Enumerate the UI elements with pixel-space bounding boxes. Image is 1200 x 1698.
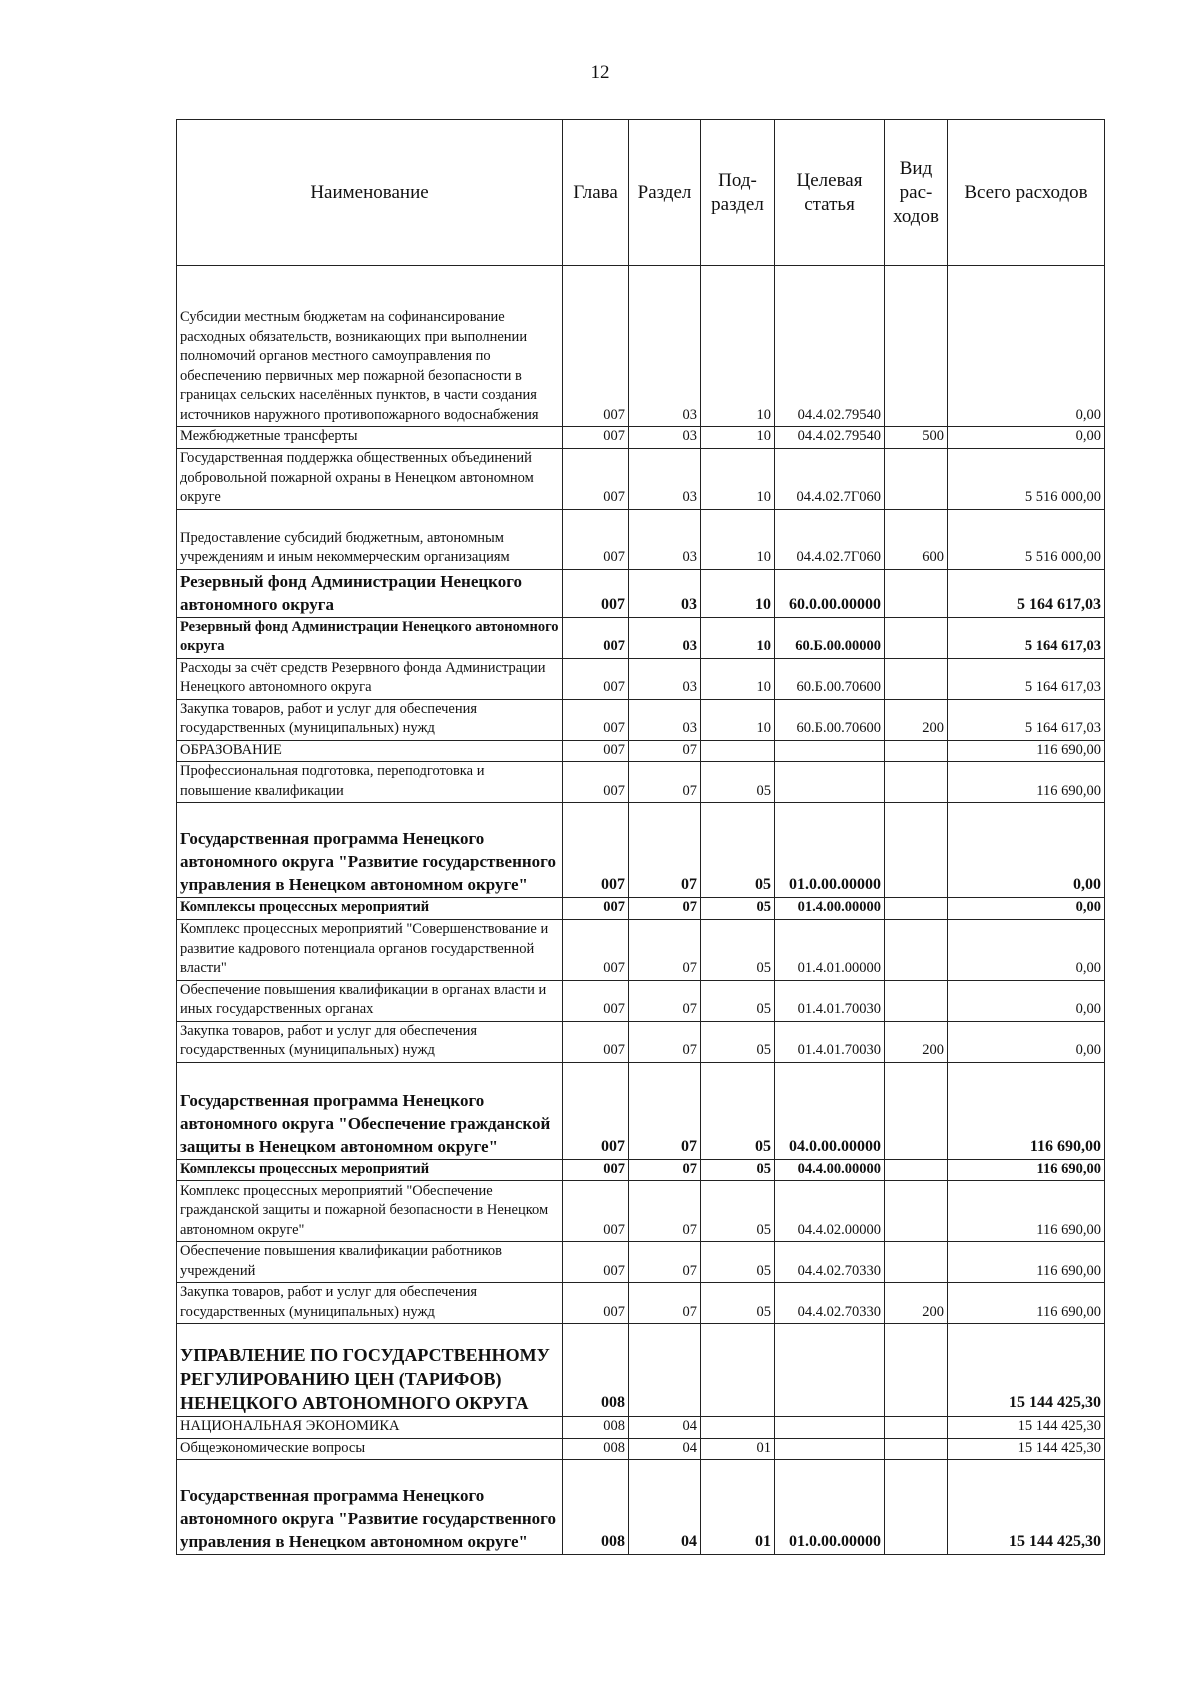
- row-glava: 007: [563, 1283, 629, 1324]
- row-glava: 007: [563, 266, 629, 427]
- row-glava: 008: [563, 1438, 629, 1460]
- row-total: 15 144 425,30: [948, 1438, 1105, 1460]
- row-statya: 04.4.02.79540: [775, 266, 885, 427]
- row-vid: [885, 1181, 948, 1242]
- row-total: 116 690,00: [948, 1062, 1105, 1159]
- header-statya: Целевая статья: [775, 120, 885, 266]
- row-statya: 01.4.01.70030: [775, 980, 885, 1021]
- table-row: [177, 699, 1105, 740]
- budget-table: [176, 119, 1105, 1555]
- table-row: [177, 740, 1105, 762]
- row-statya: 01.0.00.00000: [775, 1460, 885, 1555]
- row-statya: 04.4.02.79540: [775, 427, 885, 449]
- table-row: [177, 1242, 1105, 1283]
- row-razdel: 07: [629, 1283, 701, 1324]
- row-name: Общеэкономические вопросы: [177, 1438, 563, 1460]
- row-name: Комплекс процессных мероприятий "Совершенствование и развитие кадрового потенциала органов государственной власти": [177, 919, 563, 980]
- row-vid: [885, 1417, 948, 1439]
- row-name: Государственная поддержка общественных объединений добровольной пожарной охраны в Ненецком автономном округе: [177, 448, 563, 509]
- row-podrazdel: 10: [701, 509, 775, 569]
- row-razdel: 07: [629, 1159, 701, 1181]
- row-statya: 04.4.02.70330: [775, 1283, 885, 1324]
- row-statya: 01.4.01.00000: [775, 919, 885, 980]
- row-name: Комплекс процессных мероприятий "Обеспечение гражданской защиты и пожарной безопасности в Ненецком автономном округе": [177, 1181, 563, 1242]
- row-razdel: 07: [629, 1062, 701, 1159]
- row-razdel: 03: [629, 427, 701, 449]
- row-name: ОБРАЗОВАНИЕ: [177, 740, 563, 762]
- row-vid: [885, 569, 948, 617]
- row-total: 116 690,00: [948, 1181, 1105, 1242]
- row-podrazdel: [701, 740, 775, 762]
- row-podrazdel: 10: [701, 699, 775, 740]
- table-row: [177, 1438, 1105, 1460]
- table-row: [177, 448, 1105, 509]
- row-name: НАЦИОНАЛЬНАЯ ЭКОНОМИКА: [177, 1417, 563, 1439]
- row-podrazdel: 05: [701, 919, 775, 980]
- table-row: [177, 1460, 1105, 1555]
- row-name: Расходы за счёт средств Резервного фонда Администрации Ненецкого автономного округа: [177, 658, 563, 699]
- row-total: 5 516 000,00: [948, 448, 1105, 509]
- row-name: Обеспечение повышения квалификации в органах власти и иных государственных органах: [177, 980, 563, 1021]
- row-glava: 007: [563, 803, 629, 898]
- row-total: 116 690,00: [948, 740, 1105, 762]
- row-statya: 04.4.00.00000: [775, 1159, 885, 1181]
- row-podrazdel: 10: [701, 658, 775, 699]
- row-glava: 007: [563, 740, 629, 762]
- table-row: [177, 1283, 1105, 1324]
- row-podrazdel: 05: [701, 1181, 775, 1242]
- row-glava: 007: [563, 898, 629, 920]
- table-row: [177, 569, 1105, 617]
- row-razdel: 04: [629, 1417, 701, 1439]
- row-glava: 007: [563, 699, 629, 740]
- row-total: 5 164 617,03: [948, 658, 1105, 699]
- row-statya: 04.4.02.00000: [775, 1181, 885, 1242]
- row-statya: [775, 740, 885, 762]
- header-razdel: Раздел: [629, 120, 701, 266]
- row-razdel: 07: [629, 803, 701, 898]
- row-razdel: 03: [629, 448, 701, 509]
- row-statya: 60.Б.00.70600: [775, 699, 885, 740]
- row-total: 15 144 425,30: [948, 1460, 1105, 1555]
- row-name: Резервный фонд Администрации Ненецкого автономного округа: [177, 569, 563, 617]
- row-razdel: 07: [629, 1181, 701, 1242]
- row-name: Субсидии местным бюджетам на софинансирование расходных обязательств, возникающих при выполнении полномочий органов местного самоуправления по обеспечению первичных мер пожарной безопасности в границах сельских населённых пунктов, в части создания источников наружного противопожарного водоснабжения: [177, 266, 563, 427]
- row-total: 116 690,00: [948, 1159, 1105, 1181]
- row-podrazdel: 05: [701, 1242, 775, 1283]
- row-razdel: 07: [629, 898, 701, 920]
- row-glava: 007: [563, 1242, 629, 1283]
- row-vid: 200: [885, 1021, 948, 1062]
- table-row: [177, 1181, 1105, 1242]
- table-row: [177, 658, 1105, 699]
- row-podrazdel: 01: [701, 1460, 775, 1555]
- row-vid: 500: [885, 427, 948, 449]
- row-razdel: 07: [629, 762, 701, 803]
- row-statya: 60.0.00.00000: [775, 569, 885, 617]
- row-vid: [885, 1242, 948, 1283]
- row-glava: 008: [563, 1324, 629, 1417]
- row-total: 0,00: [948, 980, 1105, 1021]
- row-total: 15 144 425,30: [948, 1324, 1105, 1417]
- table-row: [177, 617, 1105, 658]
- row-razdel: 07: [629, 1242, 701, 1283]
- row-podrazdel: 01: [701, 1438, 775, 1460]
- row-total: 5 164 617,03: [948, 699, 1105, 740]
- table-row: [177, 1062, 1105, 1159]
- row-total: 5 516 000,00: [948, 509, 1105, 569]
- row-total: 116 690,00: [948, 1242, 1105, 1283]
- row-glava: 008: [563, 1460, 629, 1555]
- row-razdel: 07: [629, 980, 701, 1021]
- row-total: 0,00: [948, 427, 1105, 449]
- row-vid: [885, 740, 948, 762]
- row-glava: 007: [563, 569, 629, 617]
- row-statya: 04.4.02.70330: [775, 1242, 885, 1283]
- row-podrazdel: 05: [701, 1021, 775, 1062]
- row-glava: 007: [563, 919, 629, 980]
- header-total: Всего расходов: [948, 120, 1105, 266]
- row-statya: [775, 762, 885, 803]
- row-statya: [775, 1324, 885, 1417]
- row-vid: [885, 448, 948, 509]
- row-statya: 04.0.00.00000: [775, 1062, 885, 1159]
- row-glava: 007: [563, 762, 629, 803]
- row-glava: 007: [563, 1062, 629, 1159]
- table-row: [177, 803, 1105, 898]
- row-total: 0,00: [948, 919, 1105, 980]
- row-podrazdel: 05: [701, 980, 775, 1021]
- row-vid: [885, 762, 948, 803]
- row-glava: 007: [563, 617, 629, 658]
- table-row: [177, 980, 1105, 1021]
- row-statya: 01.4.01.70030: [775, 1021, 885, 1062]
- row-vid: [885, 803, 948, 898]
- row-podrazdel: 10: [701, 617, 775, 658]
- row-vid: [885, 1438, 948, 1460]
- row-vid: [885, 1324, 948, 1417]
- row-total: 116 690,00: [948, 1283, 1105, 1324]
- row-vid: [885, 898, 948, 920]
- table-row: [177, 266, 1105, 427]
- row-total: 0,00: [948, 1021, 1105, 1062]
- row-vid: [885, 1460, 948, 1555]
- row-name: Государственная программа Ненецкого автономного округа "Развитие государственного управления в Ненецком автономном округе": [177, 803, 563, 898]
- header-vid: Вид рас-ходов: [885, 120, 948, 266]
- row-name: Государственная программа Ненецкого автономного округа "Обеспечение гражданской защиты в Ненецком автономном округе": [177, 1062, 563, 1159]
- row-vid: [885, 980, 948, 1021]
- row-razdel: 03: [629, 509, 701, 569]
- row-name: Закупка товаров, работ и услуг для обеспечения государственных (муниципальных) нужд: [177, 699, 563, 740]
- row-razdel: 07: [629, 919, 701, 980]
- row-vid: [885, 266, 948, 427]
- row-podrazdel: 10: [701, 427, 775, 449]
- row-razdel: 03: [629, 617, 701, 658]
- table-row: [177, 898, 1105, 920]
- row-vid: [885, 919, 948, 980]
- row-razdel: [629, 1324, 701, 1417]
- row-name: Комплексы процессных мероприятий: [177, 898, 563, 920]
- table-row: [177, 762, 1105, 803]
- row-total: 5 164 617,03: [948, 569, 1105, 617]
- header-glava: Глава: [563, 120, 629, 266]
- row-statya: [775, 1438, 885, 1460]
- row-name: Предоставление субсидий бюджетным, автономным учреждениям и иным некоммерческим организациям: [177, 509, 563, 569]
- row-name: Комплексы процессных мероприятий: [177, 1159, 563, 1181]
- row-vid: 600: [885, 509, 948, 569]
- row-vid: [885, 658, 948, 699]
- row-name: УПРАВЛЕНИЕ ПО ГОСУДАРСТВЕННОМУ РЕГУЛИРОВАНИЮ ЦЕН (ТАРИФОВ) НЕНЕЦКОГО АВТОНОМНОГО ОКРУГА: [177, 1324, 563, 1417]
- row-name: Профессиональная подготовка, переподготовка и повышение квалификации: [177, 762, 563, 803]
- row-statya: 04.4.02.7Г060: [775, 448, 885, 509]
- row-glava: 008: [563, 1417, 629, 1439]
- row-podrazdel: 05: [701, 1159, 775, 1181]
- row-statya: 01.4.00.00000: [775, 898, 885, 920]
- row-statya: [775, 1417, 885, 1439]
- row-glava: 007: [563, 448, 629, 509]
- table-row: [177, 919, 1105, 980]
- row-total: 15 144 425,30: [948, 1417, 1105, 1439]
- row-razdel: 03: [629, 699, 701, 740]
- table-row: [177, 1021, 1105, 1062]
- row-vid: [885, 1159, 948, 1181]
- row-total: 0,00: [948, 803, 1105, 898]
- row-vid: [885, 1062, 948, 1159]
- row-total: 0,00: [948, 898, 1105, 920]
- row-statya: 04.4.02.7Г060: [775, 509, 885, 569]
- row-vid: 200: [885, 699, 948, 740]
- page-number: 12: [590, 62, 610, 83]
- table-row: [177, 509, 1105, 569]
- row-glava: 007: [563, 509, 629, 569]
- row-podrazdel: 05: [701, 803, 775, 898]
- header-name: Наименование: [177, 120, 563, 266]
- row-podrazdel: 05: [701, 1283, 775, 1324]
- row-name: Межбюджетные трансферты: [177, 427, 563, 449]
- header-podrazdel: Под-раздел: [701, 120, 775, 266]
- row-podrazdel: 05: [701, 898, 775, 920]
- row-podrazdel: 10: [701, 266, 775, 427]
- row-glava: 007: [563, 658, 629, 699]
- row-podrazdel: 10: [701, 448, 775, 509]
- row-podrazdel: [701, 1417, 775, 1439]
- row-statya: 01.0.00.00000: [775, 803, 885, 898]
- row-razdel: 03: [629, 266, 701, 427]
- row-name: Закупка товаров, работ и услуг для обеспечения государственных (муниципальных) нужд: [177, 1021, 563, 1062]
- row-name: Закупка товаров, работ и услуг для обеспечения государственных (муниципальных) нужд: [177, 1283, 563, 1324]
- row-podrazdel: 05: [701, 762, 775, 803]
- row-name: Обеспечение повышения квалификации работников учреждений: [177, 1242, 563, 1283]
- row-glava: 007: [563, 1159, 629, 1181]
- row-total: 116 690,00: [948, 762, 1105, 803]
- table-row: [177, 1417, 1105, 1439]
- row-razdel: 03: [629, 658, 701, 699]
- row-glava: 007: [563, 1021, 629, 1062]
- row-podrazdel: 10: [701, 569, 775, 617]
- row-statya: 60.Б.00.00000: [775, 617, 885, 658]
- table-row: [177, 427, 1105, 449]
- row-total: 5 164 617,03: [948, 617, 1105, 658]
- row-vid: 200: [885, 1283, 948, 1324]
- row-glava: 007: [563, 427, 629, 449]
- row-total: 0,00: [948, 266, 1105, 427]
- row-glava: 007: [563, 1181, 629, 1242]
- row-razdel: 07: [629, 1021, 701, 1062]
- row-razdel: 07: [629, 740, 701, 762]
- row-vid: [885, 617, 948, 658]
- row-glava: 007: [563, 980, 629, 1021]
- row-razdel: 04: [629, 1460, 701, 1555]
- row-name: Государственная программа Ненецкого автономного округа "Развитие государственного управления в Ненецком автономном округе": [177, 1460, 563, 1555]
- row-razdel: 04: [629, 1438, 701, 1460]
- table-row: [177, 1159, 1105, 1181]
- row-razdel: 03: [629, 569, 701, 617]
- row-podrazdel: [701, 1324, 775, 1417]
- row-name: Резервный фонд Администрации Ненецкого автономного округа: [177, 617, 563, 658]
- table-header-row: [177, 120, 1105, 266]
- row-podrazdel: 05: [701, 1062, 775, 1159]
- table-row: [177, 1324, 1105, 1417]
- row-statya: 60.Б.00.70600: [775, 658, 885, 699]
